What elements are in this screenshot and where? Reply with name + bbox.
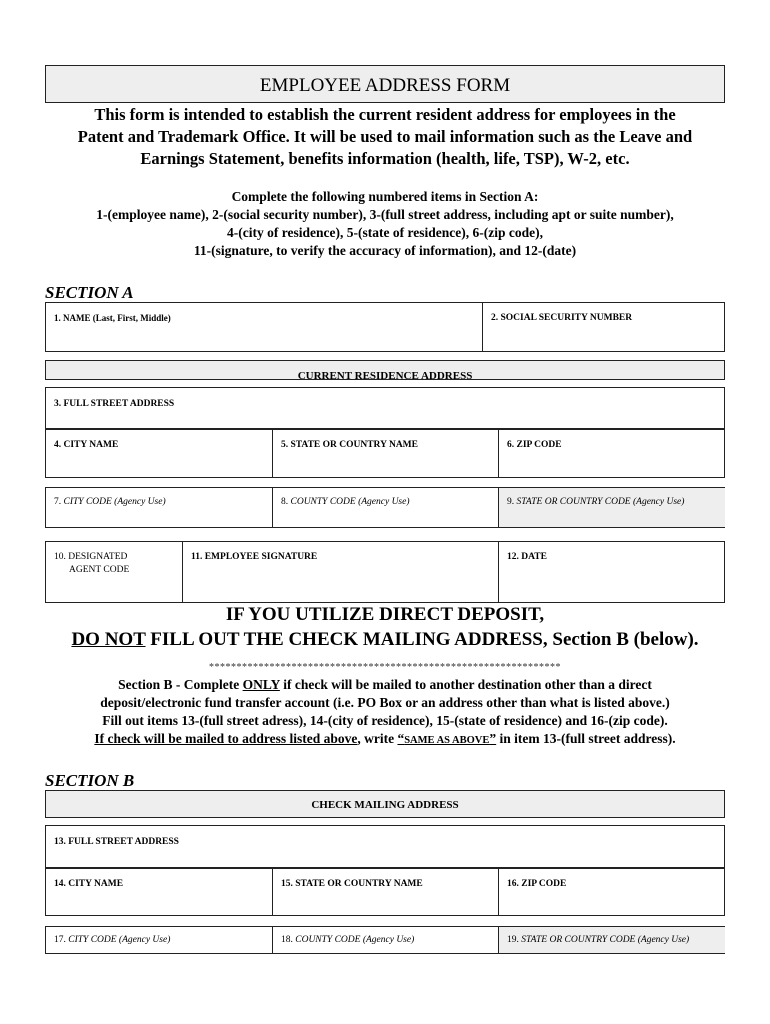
agency-codes-row-b bbox=[45, 926, 725, 954]
county-code-label: COUNTY CODE (Agency Use) bbox=[290, 497, 410, 507]
instr-a-line-4: 11-(signature, to verify the accuracy of information), and 12-(date) bbox=[193, 243, 577, 258]
direct-deposit-line-2-rest: FILL OUT THE CHECK MAILING ADDRESS, Section B (below). bbox=[145, 629, 699, 650]
state-name-label: 5. STATE OR COUNTRY NAME bbox=[281, 440, 418, 450]
ssn-field[interactable] bbox=[482, 303, 725, 351]
city-code-number: 7. bbox=[54, 497, 62, 507]
b-state-code-field[interactable] bbox=[498, 927, 725, 953]
name-field[interactable] bbox=[46, 303, 482, 351]
residence-banner-text: CURRENT RESIDENCE ADDRESS bbox=[297, 370, 473, 380]
city-name-field[interactable] bbox=[46, 430, 272, 477]
city-code-field[interactable] bbox=[46, 488, 272, 527]
section-b-instructions bbox=[0, 676, 770, 750]
county-code-number: 8. bbox=[281, 497, 289, 507]
b-county-code-label: COUNTY CODE (Agency Use) bbox=[295, 935, 415, 945]
state-code-label: STATE OR COUNTRY CODE (Agency Use) bbox=[516, 497, 685, 507]
section-b-heading: SECTION B bbox=[45, 771, 135, 790]
city-state-zip-row bbox=[45, 429, 725, 478]
name-ssn-row bbox=[45, 302, 725, 352]
instr-a-line-2: 1-(employee name), 2-(social security number), 3-(full street address, including apt or suite number), bbox=[96, 207, 674, 222]
check-mailing-banner bbox=[45, 790, 725, 818]
intro-line-1: This form is intended to establish the current resident address for employees in the bbox=[94, 105, 676, 124]
zip-code-label: 6. ZIP CODE bbox=[507, 440, 562, 450]
b-county-code-number: 18. bbox=[281, 935, 293, 945]
instr-b-line-4: If check will be mailed to address listed above, write “SAME AS ABOVE” in item 13-(full street address). bbox=[94, 731, 676, 746]
date-field[interactable] bbox=[498, 542, 725, 602]
form-title-box bbox=[45, 65, 725, 103]
same-as-above-text: SAME AS ABOVE bbox=[404, 735, 490, 746]
b-city-code-number: 17. bbox=[54, 935, 66, 945]
employee-signature-label: 11. EMPLOYEE SIGNATURE bbox=[191, 552, 318, 562]
b-state-code-label: STATE OR COUNTRY CODE (Agency Use) bbox=[521, 935, 690, 945]
residence-banner bbox=[45, 360, 725, 380]
city-name-label: 4. CITY NAME bbox=[54, 440, 119, 450]
only-text: ONLY bbox=[242, 677, 280, 692]
signature-row bbox=[45, 541, 725, 603]
state-code-field[interactable] bbox=[498, 488, 725, 527]
direct-deposit-line-1: IF YOU UTILIZE DIRECT DEPOSIT, bbox=[225, 604, 545, 625]
do-not-text: DO NOT bbox=[71, 629, 146, 650]
instr-b-line-3: Fill out items 13-(full street adress), 14-(city of residence), 15-(state of residence) and 16-(zip code). bbox=[102, 713, 668, 728]
b-zip-code-label: 16. ZIP CODE bbox=[507, 879, 567, 889]
b-zip-code-field[interactable] bbox=[498, 869, 725, 915]
intro-line-3: Earnings Statement, benefits information (health, life, TSP), W-2, etc. bbox=[140, 149, 630, 168]
direct-deposit-line-2 bbox=[0, 629, 770, 651]
agent-code-label-2: AGENT CODE bbox=[69, 565, 130, 575]
name-label: 1. NAME (Last, First, Middle) bbox=[54, 313, 171, 323]
intro-text bbox=[0, 104, 770, 170]
instr-a-line-3: 4-(city of residence), 5-(state of residence), 6-(zip code), bbox=[227, 225, 543, 240]
city-code-label: CITY CODE (Agency Use) bbox=[63, 497, 166, 507]
instr-a-line-1: Complete the following numbered items in Section A: bbox=[231, 189, 539, 204]
instr-b-line-1: Section B - Complete ONLY if check will be mailed to another destination other than a direct bbox=[118, 677, 652, 692]
b-street-address-label: 13. FULL STREET ADDRESS bbox=[54, 837, 179, 847]
b-city-code-field[interactable] bbox=[46, 927, 272, 953]
section-a-heading: SECTION A bbox=[45, 283, 134, 302]
employee-signature-field[interactable] bbox=[182, 542, 498, 602]
agency-codes-row-a bbox=[45, 487, 725, 528]
b-state-code-number: 19. bbox=[507, 935, 519, 945]
b-city-state-zip-row bbox=[45, 868, 725, 916]
b-street-address-field[interactable] bbox=[45, 825, 725, 868]
date-label: 12. DATE bbox=[507, 552, 547, 562]
state-code-number: 9. bbox=[507, 497, 515, 507]
separator-stars: **************************************************************** bbox=[209, 662, 561, 673]
county-code-field[interactable] bbox=[272, 488, 498, 527]
instr-b-line-2: deposit/electronic fund transfer account (i.e. PO Box or an address other than what is listed above.) bbox=[100, 695, 670, 710]
b-city-code-label: CITY CODE (Agency Use) bbox=[68, 935, 171, 945]
b-city-name-field[interactable] bbox=[46, 869, 272, 915]
agent-code-field[interactable] bbox=[46, 542, 182, 602]
b-county-code-field[interactable] bbox=[272, 927, 498, 953]
street-address-field[interactable] bbox=[45, 387, 725, 429]
intro-line-2: Patent and Trademark Office. It will be used to mail information such as the Leave and bbox=[77, 127, 693, 146]
b-state-name-label: 15. STATE OR COUNTRY NAME bbox=[281, 879, 423, 889]
street-address-label: 3. FULL STREET ADDRESS bbox=[54, 399, 175, 409]
agent-code-label-1: 10. DESIGNATED bbox=[54, 552, 128, 562]
check-mailing-banner-text: CHECK MAILING ADDRESS bbox=[311, 799, 459, 811]
b-state-name-field[interactable] bbox=[272, 869, 498, 915]
ssn-label: 2. SOCIAL SECURITY NUMBER bbox=[491, 313, 633, 323]
form-title: EMPLOYEE ADDRESS FORM bbox=[259, 75, 511, 96]
zip-code-field[interactable] bbox=[498, 430, 725, 477]
state-name-field[interactable] bbox=[272, 430, 498, 477]
section-a-instructions bbox=[0, 188, 770, 260]
b-city-name-label: 14. CITY NAME bbox=[54, 879, 124, 889]
